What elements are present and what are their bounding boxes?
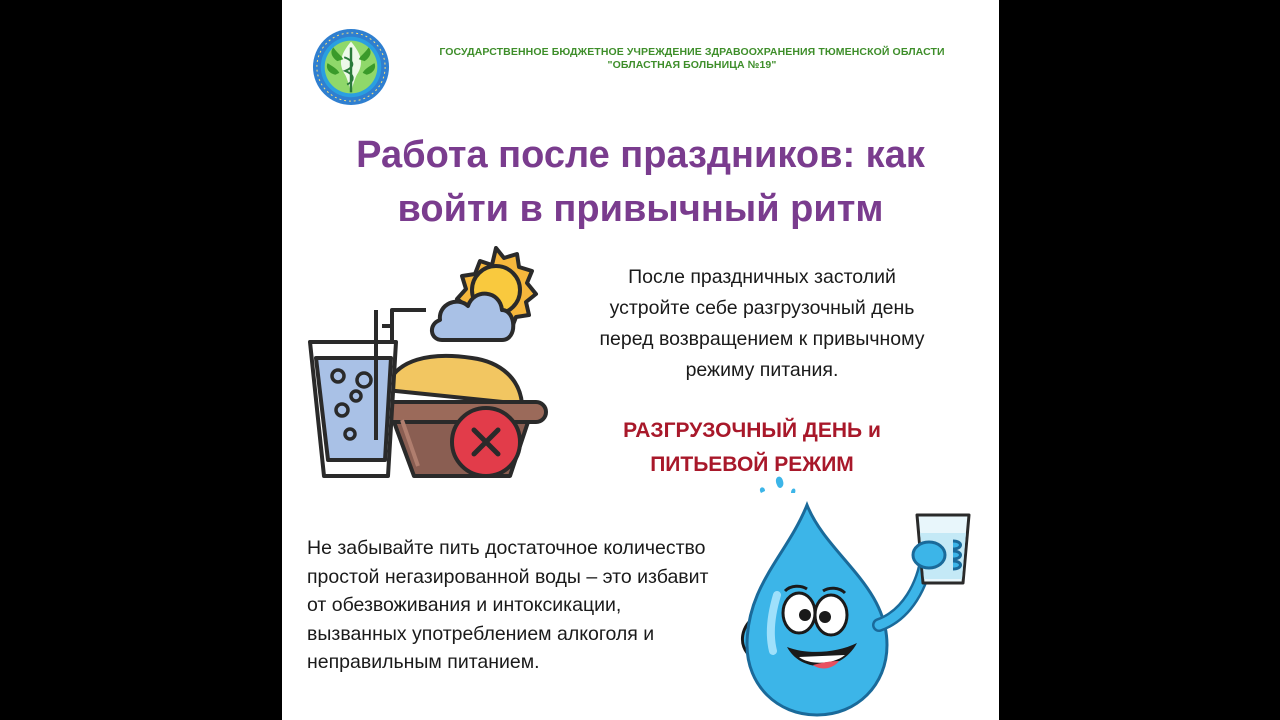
organization-line-2: "ОБЛАСТНАЯ БОЛЬНИЦА №19" xyxy=(607,59,777,71)
forbidden-x-icon xyxy=(452,408,520,476)
food-illustration xyxy=(302,240,552,485)
intro-paragraph xyxy=(557,262,967,386)
advice-paragraph xyxy=(307,534,777,677)
intro-line-1: После праздничных застолий xyxy=(628,266,896,288)
organization-line-1: ГОСУДАРСТВЕННОЕ БЮДЖЕТНОЕ УЧРЕЖДЕНИЕ ЗДРАВООХРАНЕНИЯ ТЮМЕНСКОЙ ОБЛАСТИ xyxy=(439,46,945,58)
advice-line-5: неправильным питанием. xyxy=(307,651,540,673)
intro-line-3: перед возвращением к привычному xyxy=(599,328,925,350)
advice-line-3: от обезвоживания и интоксикации, xyxy=(307,594,622,616)
intro-line-2: устройте себе разгрузочный день xyxy=(609,297,915,319)
title-line-2: войти в привычный ритм xyxy=(397,188,884,230)
water-drop-character-icon xyxy=(717,475,987,720)
subheading-line-2: ПИТЬЕВОЙ РЕЖИМ xyxy=(650,453,854,476)
advice-line-4: вызванных употреблением алкоголя и xyxy=(307,622,655,645)
advice-line-1: Не забывайте пить достаточное количество xyxy=(307,537,706,559)
intro-line-4: режиму питания. xyxy=(685,359,839,381)
section-subheading xyxy=(562,414,942,482)
organization-header xyxy=(422,46,962,72)
subheading-line-1: РАЗГРУЗОЧНЫЙ ДЕНЬ и xyxy=(623,419,881,442)
hospital-logo-icon xyxy=(312,28,390,106)
page-title xyxy=(282,128,999,236)
advice-line-2: простой негазированной воды – это избавит xyxy=(307,565,709,588)
infographic-card xyxy=(282,0,999,720)
title-line-1: Работа после праздников: как xyxy=(356,134,925,176)
